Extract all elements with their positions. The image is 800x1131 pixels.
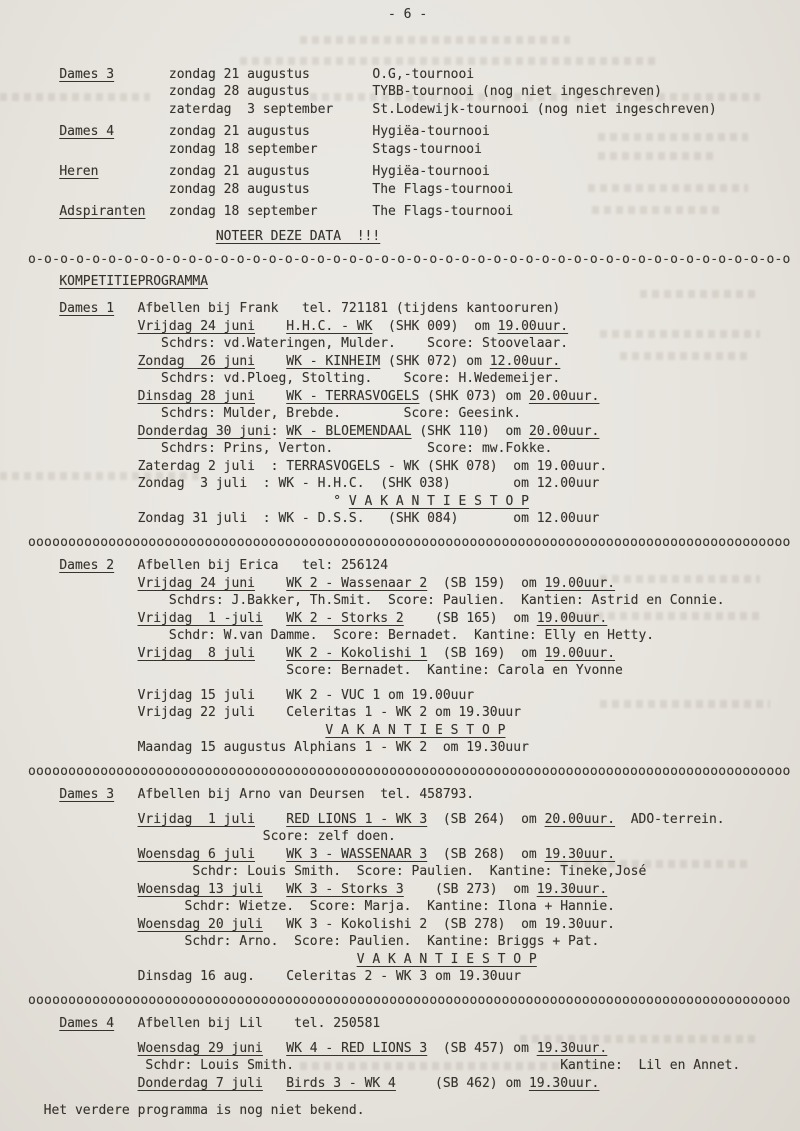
dames2-schedule [28,557,772,757]
text: zondag 21 augustus Hygiëa-tournooi [98,164,490,179]
underlined-text: Adspiranten [59,204,146,219]
schedule-row [28,458,772,476]
schedule-row [28,318,772,336]
underlined-text: Dames 3 [59,66,115,82]
text: Schdr: Louis Smith. Score: Paulien. Kantine: Tineke,José [28,864,647,879]
text: ADO-terrein. [615,811,725,827]
underlined-text: 19.00uur. [536,610,608,626]
text: Schdrs: Prins, Verton. Score: mw.Fokke. [28,441,553,456]
team-label-row [28,203,772,221]
text: zondag 21 augustus O.G,-tournooi [114,66,475,82]
text: Score: zelf doen. [28,829,396,844]
text [28,611,138,626]
kompetitieprogramma-heading [28,273,772,291]
schedule-row [28,101,772,119]
section-header [28,786,772,804]
underlined-text: Vrijdag 24 juni [137,318,255,334]
text: (SB 273) om [403,881,537,897]
dames3-schedule [28,786,772,986]
text [255,389,286,404]
text [255,576,286,591]
team-label-row [28,66,772,84]
schedule-row [28,510,772,528]
text: Schdr: Wietze. Score: Marja. Kantine: Ilona + Hannie. [28,899,615,914]
schedule-row [28,1040,772,1058]
text [28,882,138,897]
text: zondag 18 september The Flags-tournooi [145,204,514,219]
underlined-text: WK 2 - Wassenaar 2 [286,575,428,591]
officials-row [28,828,772,846]
underlined-text: Woensdag 13 juli [137,881,263,897]
officials-row [28,898,772,916]
text [28,787,59,802]
schedule-row [28,916,772,934]
text: Afbellen bij Lil tel. 250581 [114,1016,381,1031]
page-number [28,6,772,24]
text [28,1016,59,1031]
divider-solid [28,992,791,1010]
dames4-schedule [28,1015,772,1092]
officials-row [28,1057,772,1075]
team-label-row [28,163,772,181]
text: zaterdag 3 september St.Lodewijk-tournooi (nog niet ingeschreven) [28,101,717,117]
text: Schdrs: vd.Ploeg, Stolting. Score: H.Wedemeijer. [28,371,561,386]
page-number [28,6,772,24]
officials-row [28,440,772,458]
underlined-text: Woensdag 6 juli [137,846,255,862]
schedule-row [28,181,772,199]
text: - 6 - [28,7,428,22]
underlined-text: 19.00uur. [544,645,616,661]
text: : [270,423,287,439]
divider-dashed [28,251,791,269]
schedule-row [28,645,772,663]
underlined-text: NOTEER DEZE DATA !!! [215,228,381,244]
text: (SHK 110) om [411,423,529,439]
tournament-announcements [28,66,772,246]
vacation-stop [28,722,772,740]
text: (SHK 009) om [372,318,498,334]
text: Het verdere programma is nog niet bekend. [28,1103,365,1118]
underlined-text: WK - BLOEMENDAAL [286,423,412,439]
text: zondag 28 augustus TYBB-tournooi (nog niet ingeschreven) [28,84,662,99]
underlined-text: WK 3 - WASSENAAR 3 [286,846,428,862]
schedule-row [28,811,772,829]
text [28,1076,138,1091]
text: Afbellen bij Arno van Deursen tel. 458793. [114,787,475,802]
text [28,229,216,244]
officials-row [28,662,772,680]
text: zondag 18 september Stags-tournooi [28,141,482,157]
schedule-row [28,968,772,986]
text [28,812,138,827]
underlined-text: Heren [59,164,99,179]
text: Schdrs: Mulder, Brebde. Score: Geesink. [28,406,522,421]
underlined-text: Zondag 26 juni [137,353,255,369]
underlined-text: Dames 4 [59,124,115,139]
dames1-schedule [28,300,772,528]
underlined-text: 19.30uur. [528,1075,600,1091]
text: (SB 268) om [427,846,545,862]
underlined-text: WK 4 - RED LIONS 3 [286,1040,428,1056]
divider-solid [28,992,791,1010]
underlined-text: Vrijdag 8 juli [137,645,255,661]
underlined-text: Donderdag 7 juli [137,1075,263,1091]
underlined-text: 20.00uur. [528,388,600,404]
note-line [28,228,772,246]
underlined-text: 20.00uur. [544,811,616,827]
underlined-text: Dames 1 [59,301,115,316]
underlined-text: Vrijdag 24 juni [137,575,255,591]
underlined-text: 19.30uur. [536,1040,608,1056]
footer [28,1102,772,1120]
underlined-text: 19.30uur. [544,846,616,862]
text [28,646,138,661]
underlined-text: Dames 3 [59,787,115,802]
schedule-row [28,83,772,101]
underlined-text: WK 3 - Storks 3 [286,881,404,897]
text: (SHK 072) om [380,353,490,369]
section-header [28,300,772,318]
divider-solid [28,763,791,781]
underlined-text: Dames 4 [59,1016,115,1031]
underlined-text: Dames 2 [59,558,115,573]
text [28,124,59,139]
underlined-text: Vrijdag 1 juli [137,811,255,827]
text: (SB 457) om [427,1040,537,1056]
schedule-row [28,575,772,593]
bleedthrough-artifact [240,57,660,65]
underlined-text: 20.00uur. [528,423,600,439]
text: (SHK 073) om [419,388,529,404]
schedule-row [28,610,772,628]
text [28,847,138,862]
text [28,164,59,179]
underlined-text: H.H.C. - WK [286,318,373,334]
underlined-text: WK - TERRASVOGELS [286,388,420,404]
text: Score: Bernadet. Kantine: Carola en Yvonne [28,663,623,678]
underlined-text: V A K A N T I E S T O P [348,493,529,509]
text: Afbellen bij Erica tel: 256124 [114,558,389,573]
text [28,723,325,738]
divider-solid [28,763,791,781]
schedule-row [28,687,772,705]
text: ooooooooooooooooooooooooooooooooooooooooooooooooooooooooooooooooooooooooooooooooooooooooooooooo [28,534,791,550]
text: (SB 169) om [427,645,545,661]
divider-solid [28,534,791,552]
bleedthrough-artifact [300,36,570,44]
text: (SB 165) om [403,610,537,626]
schedule-row [28,475,772,493]
text [263,882,286,897]
schedule-row [28,846,772,864]
text: Schdr: Arno. Score: Paulien. Kantine: Briggs + Pat. [28,934,600,949]
text: Maandag 15 augustus Alphians 1 - WK 2 om 19.30uur [28,740,529,755]
schedule-row [28,388,772,406]
text [28,917,138,932]
divider-dashed [28,251,791,269]
text: Afbellen bij Frank tel. 721181 (tijdens kantooruren) [114,301,561,316]
text [28,389,138,404]
underlined-text: V A K A N T I E S T O P [356,951,537,967]
text: Schdr: Louis Smith. Kantine: Lil en Annet. [28,1058,741,1073]
schedule-row [28,704,772,722]
footer-note [28,1102,772,1120]
schedule-row [28,1075,772,1093]
text: ° [28,493,349,509]
underlined-text: WK 2 - Storks 2 [286,610,404,626]
officials-row [28,335,772,353]
officials-row [28,933,772,951]
underlined-text: Birds 3 - WK 4 [286,1075,396,1091]
text [255,646,286,661]
text [263,611,286,626]
text: (SB 462) om [395,1075,529,1091]
text [28,204,59,219]
underlined-text: WK 2 - Kokolishi 1 [286,645,428,661]
underlined-text: Donderdag 30 juni [137,423,271,439]
text [28,1041,138,1056]
schedule-row [28,739,772,757]
text [28,576,138,591]
text: ooooooooooooooooooooooooooooooooooooooooooooooooooooooooooooooooooooooooooooooooooooooooooooooo [28,992,791,1008]
text: Vrijdag 15 juli WK 2 - VUC 1 om 19.00uur [28,687,475,703]
text [255,812,286,827]
text [255,354,286,369]
bleedthrough-artifact [640,290,760,298]
section-header [28,557,772,575]
text: zondag 28 augustus The Flags-tournooi [28,181,514,197]
text: ooooooooooooooooooooooooooooooooooooooooooooooooooooooooooooooooooooooooooooooooooooooooooooooo [28,763,791,779]
text [28,354,138,369]
text: Zondag 3 juli : WK - H.H.C. (SHK 038) om 12.00uur [28,476,600,491]
text: Zaterdag 2 juli : TERRASVOGELS - WK (SHK 078) om 19.00uur. [28,458,608,474]
vacation-stop [28,951,772,969]
text [28,274,59,289]
divider-solid [28,534,791,552]
underlined-text: KOMPETITIEPROGRAMMA [59,273,209,289]
text: Dinsdag 16 aug. Celeritas 2 - WK 3 om 19.30uur [28,969,522,984]
section-title [28,273,772,291]
underlined-text: Woensdag 29 juni [137,1040,263,1056]
officials-row [28,405,772,423]
text: o-o-o-o-o-o-o-o-o-o-o-o-o-o-o-o-o-o-o-o-o-o-o-o-o-o-o-o-o-o-o-o-o-o-o-o-o-o-o-o-o-o-o-o-o-o-o-o [28,252,791,267]
vacation-stop [28,493,772,511]
officials-row [28,370,772,388]
text [263,1076,286,1091]
text [263,1041,286,1056]
text: Schdrs: vd.Wateringen, Mulder. Score: Stoovelaar. [28,336,569,351]
team-label-row [28,123,772,141]
schedule-row [28,141,772,159]
text: WK 3 - Kokolishi 2 (SB 278) om 19.30uur. [262,916,616,932]
text: Vrijdag 22 juli Celeritas 1 - WK 2 om 19.30uur [28,705,522,720]
underlined-text: WK - KINHEIM [286,353,381,369]
underlined-text: RED LIONS 1 - WK 3 [286,811,428,827]
officials-row [28,863,772,881]
officials-row [28,592,772,610]
text: (SB 264) om [427,811,545,827]
underlined-text: 12.00uur. [489,353,561,369]
text [28,67,59,82]
section-header [28,1015,772,1033]
text [28,952,357,967]
schedule-row [28,423,772,441]
underlined-text: 19.30uur. [536,881,608,897]
text: Zondag 31 juli : WK - D.S.S. (SHK 084) om 12.00uur [28,511,600,526]
underlined-text: Vrijdag 1 -juli [137,610,263,626]
underlined-text: V A K A N T I E S T O P [325,722,506,738]
text: Schdrs: J.Bakker, Th.Smit. Score: Paulien. Kantien: Astrid en Connie. [28,593,725,608]
officials-row [28,627,772,645]
text [28,319,138,334]
underlined-text: Woensdag 20 juli [137,916,263,932]
underlined-text: Dinsdag 28 juni [137,388,255,404]
text: zondag 21 augustus Hygiëa-tournooi [114,124,490,139]
text: (SB 159) om [427,575,545,591]
text [28,301,59,316]
underlined-text: 19.00uur. [497,318,569,334]
text [255,847,286,862]
underlined-text: 19.00uur. [544,575,616,591]
schedule-row [28,353,772,371]
schedule-row [28,881,772,899]
text [255,319,286,334]
text: Schdr: W.van Damme. Score: Bernadet. Kantine: Elly en Hetty. [28,628,655,643]
text [28,558,59,573]
text [28,424,138,439]
